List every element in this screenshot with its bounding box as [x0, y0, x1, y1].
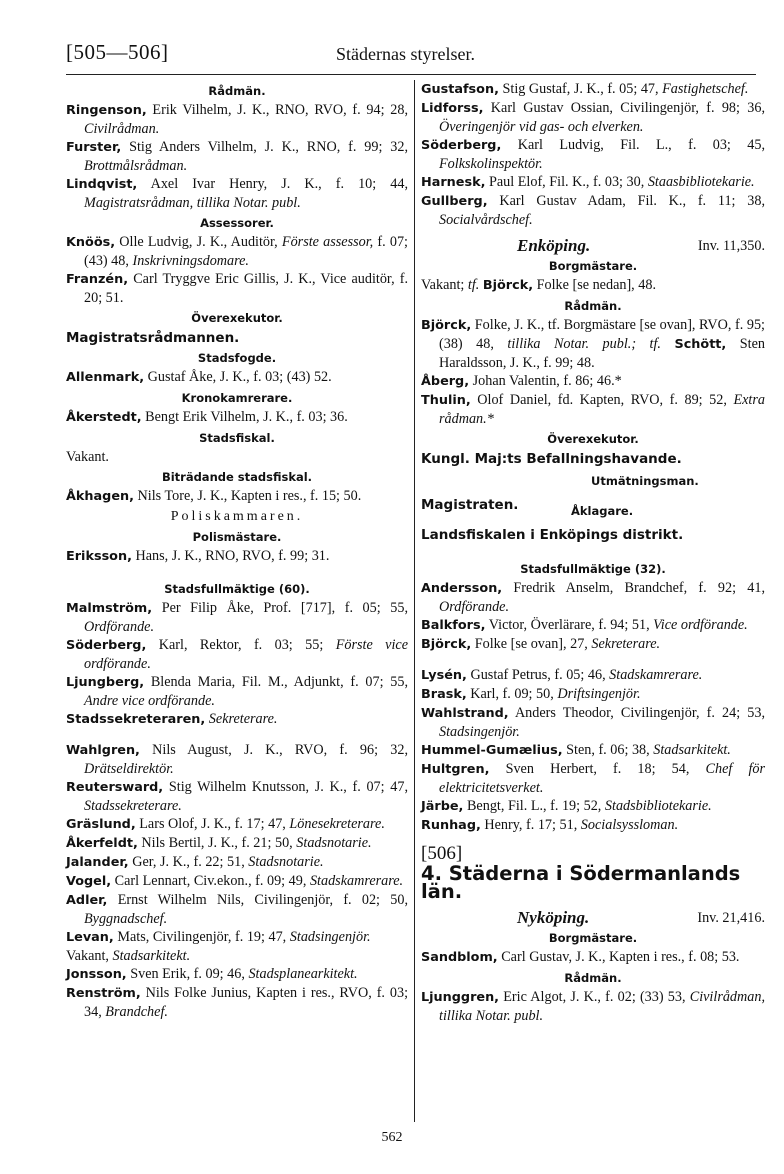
entry-title: Magistratsrådman, tillika Notar. publ.	[84, 195, 301, 211]
entry-title: Chef för elektricitetsverket.	[439, 761, 766, 796]
entry	[421, 988, 765, 1025]
entry-name: Allenmark,	[66, 370, 145, 385]
entry-title: Brottmålsrådman.	[84, 158, 188, 174]
entry-text: Johan Valentin, f. 86; 46.*	[472, 373, 622, 389]
entry-text: Blenda Maria, Fil. M., Adjunkt, f. 07; 55,	[150, 674, 408, 690]
entry	[421, 741, 765, 760]
section-heading: Åklagare.	[571, 504, 634, 518]
page-number: 562	[381, 1130, 403, 1145]
entry-text: Vakant,	[66, 948, 109, 964]
entry-name: Söderberg,	[421, 138, 502, 153]
entry-name: Eriksson,	[66, 549, 132, 564]
entry	[66, 547, 408, 566]
entry-text: Gustaf Petrus, f. 05; 46,	[470, 667, 606, 683]
entry-name: Järbe,	[421, 799, 464, 814]
entry	[66, 815, 408, 834]
entry-name: Åkerstedt,	[66, 410, 142, 425]
entry-text: Per Filip Åke, Prof. [717], f. 05; 55,	[161, 600, 408, 616]
entry-text: Ger, J. K., f. 22; 51,	[132, 854, 245, 870]
entry-text: Henry, f. 17; 51,	[484, 817, 578, 833]
entry	[66, 834, 408, 853]
entry	[421, 391, 765, 428]
entry-name: Gräslund,	[66, 817, 136, 832]
entry-title: Ordförande.	[439, 599, 510, 615]
entry-title: Stadskamrerare.	[609, 667, 703, 683]
entry-text: Fredrik Anselm, Brandchef, f. 92; 41,	[513, 580, 765, 596]
entry-title: Stadsbibliotekarie.	[604, 798, 712, 814]
entry-title: tf.	[467, 277, 480, 293]
entry-name: Gustafson,	[421, 82, 499, 97]
entry-title: Stadsplanearkitekt.	[248, 966, 358, 982]
entry-text: Olof Daniel, fd. Kapten, RVO, f. 89; 52,	[477, 392, 727, 408]
entry-text: f. 07; (43) 48,	[84, 234, 408, 269]
entry	[421, 666, 765, 685]
entry-title: Civilrådman.	[84, 121, 160, 137]
entry-text: Sven Herbert, f. 18; 54,	[505, 761, 690, 777]
entry-title: Drätseldirektör.	[84, 761, 174, 777]
entry-text: Stig Gustaf, J. K., f. 05; 47,	[502, 81, 659, 97]
entry-name: Harnesk,	[421, 175, 486, 190]
entry	[421, 948, 765, 967]
entry	[66, 853, 408, 872]
section-heading: Stadsfullmäktige (60).	[164, 582, 310, 596]
entry-title: Sekreterare.	[591, 636, 661, 652]
entry-title: Stadsarkitekt.	[112, 948, 191, 964]
entry	[421, 99, 765, 136]
entry-name: Franzén,	[66, 272, 129, 287]
entry	[66, 138, 408, 175]
entry-name: Ljunggren,	[421, 990, 500, 1005]
entry-text: Vakant;	[421, 277, 465, 293]
entry-text: Karl Gustav Adam, Fil. K., f. 11; 38,	[499, 193, 766, 209]
entry-name: Vogel,	[66, 874, 112, 889]
entry-text: Sten Haraldsson, J. K., f. 99; 48.	[439, 336, 766, 371]
entry-text: Bengt, Fil. L., f. 19; 52,	[466, 798, 602, 814]
entry-text: Karl Gustav Ossian, Civilingenjör, f. 98; 36,	[490, 100, 765, 116]
entry-text: Nils Tore, J. K., Kapten i res., f. 15; 50.	[137, 488, 362, 504]
entry	[66, 673, 408, 710]
entry-text: Gustaf Åke, J. K., f. 03; (43) 52.	[147, 369, 332, 385]
entry-text: Folke [se nedan], 48.	[536, 277, 657, 293]
entry-text: Eric Algot, J. K., f. 02; (33) 53,	[503, 989, 686, 1005]
section-heading: Utmätningsman.	[591, 474, 699, 488]
entry-name: Reutersward,	[66, 780, 164, 795]
entry	[421, 797, 765, 816]
entry-text: Mats, Civilingenjör, f. 19; 47,	[117, 929, 287, 945]
entry-text: Carl Gustav, J. K., Kapten i res., f. 08; 53.	[501, 949, 740, 965]
entry	[66, 175, 408, 212]
entry	[66, 368, 408, 387]
running-title: Städernas styrelser.	[336, 44, 475, 64]
entry-text: Lars Olof, J. K., f. 17; 47,	[139, 816, 286, 832]
entry-title: Driftsingenjör.	[557, 686, 641, 702]
entry-title: Förste vice ordförande.	[84, 637, 409, 672]
section-heading: Överexekutor.	[191, 311, 283, 325]
entry-name: Björck,	[482, 278, 534, 293]
entry-text: Carl Tryggve Eric Gillis, J. K., Vice auditör, f. 20; 51.	[84, 271, 408, 306]
entry-title: Inskrivningsdomare.	[132, 253, 249, 269]
county-title: 4. Städerna i Södermanlands län.	[421, 862, 741, 903]
page-range: [505—506]	[66, 40, 169, 64]
entry-name: Åkerfeldt,	[66, 836, 138, 851]
entry-title: Socialsyssloman.	[580, 817, 679, 833]
entry	[421, 685, 765, 704]
section-heading: Rådmän.	[564, 971, 622, 985]
entry-name: Söderberg,	[66, 638, 147, 653]
entry	[421, 635, 765, 654]
entry-name: Björck,	[421, 637, 472, 652]
entry	[66, 487, 408, 506]
page-header	[66, 34, 756, 75]
section-heading: Assessorer.	[200, 216, 274, 230]
entry-title: Överingenjör vid gas- och elverken.	[439, 119, 644, 135]
entry-name: Knöös,	[66, 235, 116, 250]
column-divider	[414, 80, 415, 1122]
town-inhabitants: Inv. 21,416.	[697, 910, 765, 926]
office-group	[421, 470, 765, 524]
entry-text: Carl Lennart, Civ.ekon., f. 09; 49,	[114, 873, 307, 889]
section-heading: Biträdande stadsfiskal.	[161, 470, 313, 484]
entry	[66, 599, 408, 636]
entry-title: Extra rådman.*	[439, 392, 765, 427]
entry-title: Stadsnotarie.	[248, 854, 324, 870]
entry-title: Förste assessor,	[281, 234, 374, 250]
entry-name: Jalander,	[66, 855, 129, 870]
entry	[66, 408, 408, 427]
section-heading: Stadsfiskal.	[199, 431, 275, 445]
entry	[66, 778, 408, 815]
entry	[66, 636, 408, 673]
entry-name: Wahlgren,	[66, 743, 140, 758]
section-heading: Stadsfogde.	[197, 351, 277, 365]
entry	[421, 276, 765, 295]
entry-name: Brask,	[421, 687, 467, 702]
entry-name: Runhag,	[421, 818, 481, 833]
entry-name: Hultgren,	[421, 762, 490, 777]
office-name: Landsfiskalen i Enköpings distrikt.	[421, 527, 684, 543]
entry	[66, 101, 408, 138]
entry-text: Folke, J. K., tf. Borgmästare [se ovan], RVO, f. 95; (38) 48,	[439, 317, 766, 352]
entry-name: Lindqvist,	[66, 177, 138, 192]
entry-text: Nils Bertil, J. K., f. 21; 50,	[141, 835, 293, 851]
entry-name: Adler,	[66, 893, 108, 908]
section-heading: Borgmästare.	[548, 931, 638, 945]
entry-text: Sven Erik, f. 09; 46,	[130, 966, 245, 982]
entry	[421, 136, 765, 173]
entry	[421, 173, 765, 192]
entry-title: Stadssekreterare.	[84, 798, 182, 814]
entry-name: Malmström,	[66, 601, 153, 616]
entry-text: Nils August, J. K., RVO, f. 96; 32,	[152, 742, 409, 758]
entry-name: Lysén,	[421, 668, 467, 683]
entry-name: Stadssekreteraren,	[66, 712, 206, 727]
entry-text: Sten, f. 06; 38,	[566, 742, 650, 758]
entry-text: Nils Folke Junius, Kapten i res., RVO, f. 03; 34,	[84, 985, 409, 1020]
entry-title: Ordförande.	[84, 619, 155, 635]
entry-text: Stig Wilhelm Knutsson, J. K., f. 07; 47,	[168, 779, 408, 795]
entry	[421, 192, 765, 229]
section-heading: Borgmästare.	[548, 259, 638, 273]
entry-text: Stig Anders Vilhelm, J. K., RNO, f. 99; 32,	[129, 139, 408, 155]
entry-name: Jonsson,	[66, 967, 127, 982]
page-reference: [506]	[421, 843, 463, 864]
entry	[66, 270, 408, 307]
entry-title: Sekreterare.	[208, 711, 278, 727]
town-inhabitants: Inv. 11,350.	[697, 238, 765, 254]
entry-text: Karl, f. 09; 50,	[470, 686, 554, 702]
town-heading	[421, 909, 765, 927]
entry	[421, 80, 765, 99]
office-name: Kungl. Maj:ts Befallningshavande.	[421, 451, 682, 467]
entry-name: Thulin,	[421, 393, 471, 408]
entry-title: Stadsnotarie.	[296, 835, 372, 851]
entry-title: Byggnadschef.	[84, 911, 168, 927]
entry-title: Staasbibliotekarie.	[647, 174, 755, 190]
section-heading: Polismästare.	[192, 530, 282, 544]
entry-name: Balkfors,	[421, 618, 486, 633]
office-name: Magistraten.	[421, 497, 519, 513]
entry-text: Karl, Rektor, f. 03; 55;	[158, 637, 324, 653]
section-heading: Stadsfullmäktige (32).	[520, 562, 666, 576]
entry-text: Karl Ludvig, Fil. L., f. 03; 45,	[517, 137, 765, 153]
entry: Vakant.	[66, 449, 109, 465]
entry	[421, 704, 765, 741]
entry	[66, 965, 408, 984]
entry-name: Åberg,	[421, 374, 470, 389]
entry-name: Åkhagen,	[66, 489, 134, 504]
entry-title: Socialvårdschef.	[439, 212, 533, 228]
right-column	[421, 80, 765, 1025]
entry	[66, 928, 408, 947]
entry-title: Brandchef.	[105, 1004, 168, 1020]
entry-name: Andersson,	[421, 581, 503, 596]
entry	[66, 984, 408, 1021]
entry	[421, 316, 765, 372]
entry-name: Renström,	[66, 986, 141, 1001]
entry-name: Levan,	[66, 930, 114, 945]
entry-text: Bengt Erik Vilhelm, J. K., f. 03; 36.	[145, 409, 348, 425]
town-name: Nyköping.	[517, 908, 590, 927]
entry	[421, 816, 765, 835]
entry	[66, 891, 408, 928]
entry-name: Furster,	[66, 140, 122, 155]
entry	[66, 872, 408, 891]
entry	[66, 233, 408, 270]
entry-name: Björck,	[421, 318, 472, 333]
entry-name: Ringenson,	[66, 103, 147, 118]
entry-text: Anders Theodor, Civilingenjör, f. 24; 53,	[514, 705, 765, 721]
entry-text: Victor, Överlärare, f. 94; 51,	[488, 617, 650, 633]
entry-text: Hans, J. K., RNO, RVO, f. 99; 31.	[135, 548, 330, 564]
entry-text: Paul Elof, Fil. K., f. 03; 30,	[488, 174, 645, 190]
town-name: Enköping.	[517, 236, 591, 255]
entry	[66, 710, 408, 729]
entry-text: Axel Ivar Henry, J. K., f. 10; 44,	[150, 176, 409, 192]
section-heading: Kronokamrerare.	[181, 391, 293, 405]
entry-name: Hummel-Gumælius,	[421, 743, 563, 758]
entry-name: Schött,	[674, 337, 727, 352]
entry-name: Sandblom,	[421, 950, 498, 965]
section-title: Poliskammaren.	[170, 509, 304, 524]
entry	[421, 372, 765, 391]
section-heading: Rådmän.	[564, 299, 622, 313]
entry	[421, 760, 765, 797]
entry-text: Olle Ludvig, J. K., Auditör,	[119, 234, 278, 250]
entry-name: Lidforss,	[421, 101, 484, 116]
entry-title: Vice ordförande.	[653, 617, 748, 633]
entry-title: Folkskolinspektör.	[439, 156, 543, 172]
entry-title: Stadsingenjör.	[439, 724, 520, 740]
entry-title: Stadsarkitekt.	[653, 742, 731, 758]
section-heading: Överexekutor.	[547, 432, 639, 446]
entry-title: Lönesekreterare.	[289, 816, 385, 832]
entry-name: Gullberg,	[421, 194, 488, 209]
entry-title: Stadskamrerare.	[309, 873, 404, 889]
entry-title: Stadsingenjör.	[289, 929, 371, 945]
section-heading: Rådmän.	[208, 84, 266, 98]
entry	[421, 579, 765, 616]
entry	[66, 947, 408, 965]
entry-text: Folke [se ovan], 27,	[474, 636, 588, 652]
entry	[66, 741, 408, 778]
entry-title: Civilrådman, tillika Notar. publ.	[439, 989, 766, 1024]
left-column	[66, 80, 408, 1021]
entry	[421, 616, 765, 635]
entry-title: tf.	[649, 336, 661, 352]
entry-name: Ljungberg,	[66, 675, 145, 690]
entry-name: Wahlstrand,	[421, 706, 509, 721]
entry-title: Andre vice ordförande.	[84, 693, 215, 709]
entry-title: Fastighetschef.	[662, 81, 749, 97]
entry-title: tillika Notar. publ.;	[507, 336, 637, 352]
entry-text: Ernst Wilhelm Nils, Civilingenjör, f. 02; 50,	[117, 892, 408, 908]
town-heading	[421, 237, 765, 255]
entry-text: Erik Vilhelm, J. K., RNO, RVO, f. 94; 28,	[152, 102, 408, 118]
office-name: Magistratsrådmannen.	[66, 330, 240, 346]
